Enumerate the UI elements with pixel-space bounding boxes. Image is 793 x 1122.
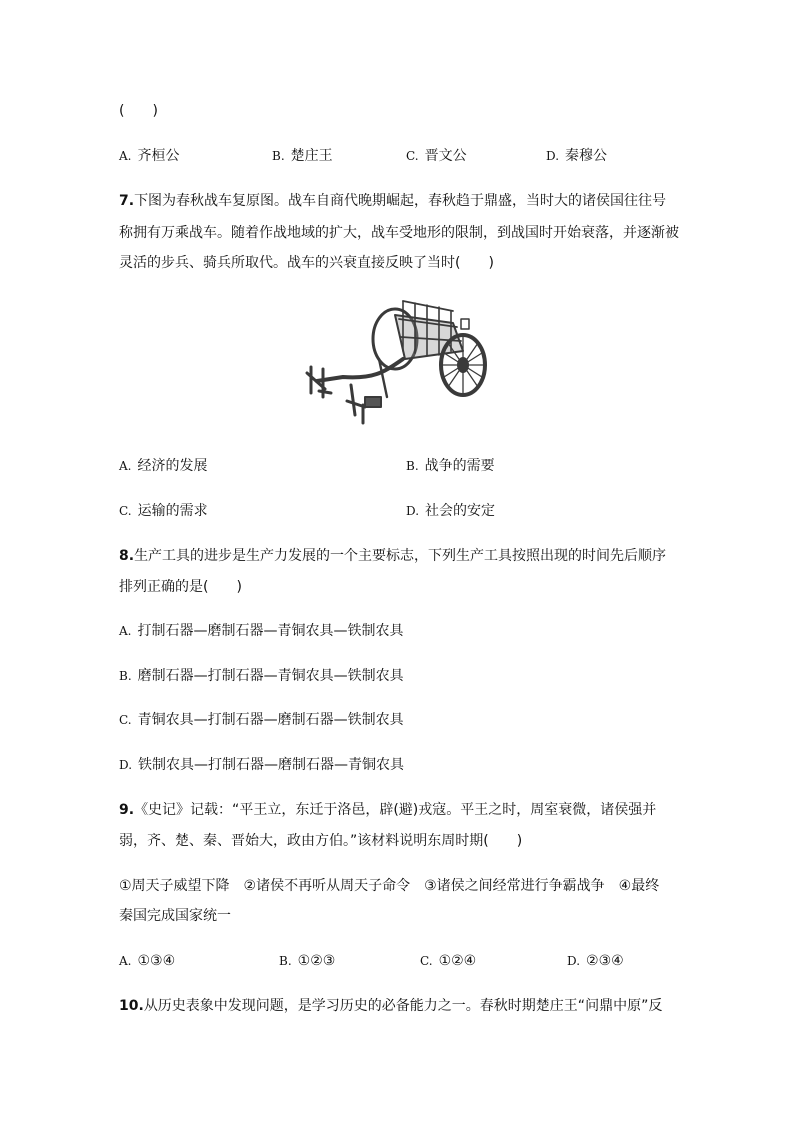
q9-stem-line-2: 弱，齐、楚、秦、晋始大，政由方伯。”该材料说明东周时期( ) xyxy=(119,833,523,849)
option-label: A. xyxy=(119,624,132,638)
q10-stem-text: 从历史表象中发现问题，是学习历史的必备能力之一。春秋时期楚庄王“问鼎中原”反 xyxy=(143,998,663,1014)
chariot-shaft xyxy=(317,359,403,381)
option-text: ②③④ xyxy=(586,953,624,969)
option-text: 楚庄王 xyxy=(290,148,333,164)
option-label: C. xyxy=(420,954,433,968)
q9-statements-line-1: ①周天子威望下降 ②诸侯不再听从周天子命令 ③诸侯之间经常进行争霸战争 ④最终 xyxy=(119,878,660,894)
q6-option-a[interactable] xyxy=(119,146,179,166)
option-text: 打制石器—磨制石器—青铜农具—铁制农具 xyxy=(137,623,404,639)
option-label: D. xyxy=(567,954,581,968)
option-text: ①②③ xyxy=(297,953,336,969)
q6-option-c[interactable] xyxy=(406,146,467,166)
option-text: 齐桓公 xyxy=(137,148,180,164)
q8-stem-line-1 xyxy=(119,546,666,566)
q6-option-d[interactable] xyxy=(546,146,607,166)
q9-option-d[interactable] xyxy=(567,951,624,971)
option-label: B. xyxy=(279,954,292,968)
q7-stem-line-1 xyxy=(119,191,666,211)
q9-statements-line-2: 秦国完成国家统一 xyxy=(119,908,231,924)
q9-option-b[interactable] xyxy=(279,951,335,971)
option-text: 战争的需要 xyxy=(424,458,495,474)
q8-stem-text: 生产工具的进步是生产力发展的一个主要标志，下列生产工具按照出现的时间先后顺序 xyxy=(134,548,667,564)
q9-number: 9. xyxy=(119,802,135,818)
option-label: C. xyxy=(406,149,419,163)
q9-option-c[interactable] xyxy=(420,951,476,971)
q8-option-a[interactable] xyxy=(119,621,403,641)
chariot-yoke xyxy=(307,367,331,397)
option-label: D. xyxy=(546,149,560,163)
option-label: B. xyxy=(406,459,419,473)
q8-option-b[interactable] xyxy=(119,666,404,686)
q7-option-b[interactable] xyxy=(406,456,495,476)
option-text: 经济的发展 xyxy=(137,458,208,474)
q7-option-a[interactable] xyxy=(119,456,207,476)
chariot-front-wheel xyxy=(441,335,485,395)
q9-stem-text: 《史记》记载：“平王立，东迁于洛邑，辟(避)戎寇。平王之时，周室衰微，诸侯强并 xyxy=(134,802,657,818)
q8-number: 8. xyxy=(119,548,135,564)
option-label: D. xyxy=(119,758,133,772)
q6-option-b[interactable] xyxy=(272,146,333,166)
q9-stem-line-1 xyxy=(119,800,656,820)
option-text: ①②④ xyxy=(438,953,477,969)
option-text: 秦穆公 xyxy=(565,148,608,164)
option-label: B. xyxy=(119,669,132,683)
q7-option-c[interactable] xyxy=(119,501,208,521)
option-label: A. xyxy=(119,954,132,968)
option-text: 铁制农具—打制石器—磨制石器—青铜农具 xyxy=(138,757,405,773)
q10-stem-line-1 xyxy=(119,996,662,1016)
option-text: ①③④ xyxy=(137,953,176,969)
q8-option-c[interactable] xyxy=(119,710,404,730)
option-label: B. xyxy=(272,149,285,163)
option-label: D. xyxy=(406,504,420,518)
q8-option-d[interactable] xyxy=(119,755,404,775)
option-text: 运输的需求 xyxy=(137,503,208,519)
q7-stem-text: 下图为春秋战车复原图。战车自商代晚期崛起，春秋趋于鼎盛，当时大的诸侯国往往号 xyxy=(134,193,667,209)
option-text: 青铜农具—打制石器—磨制石器—铁制农具 xyxy=(137,712,404,728)
q7-stem-line-3: 灵活的步兵、骑兵所取代。战车的兴衰直接反映了当时( ) xyxy=(119,255,494,271)
option-text: 磨制石器—打制石器—青铜农具—铁制农具 xyxy=(137,668,404,684)
option-label: A. xyxy=(119,149,132,163)
option-label: A. xyxy=(119,459,132,473)
option-text: 晋文公 xyxy=(424,148,467,164)
q7-number: 7. xyxy=(119,193,135,209)
q7-option-d[interactable] xyxy=(406,501,495,521)
q9-option-a[interactable] xyxy=(119,951,175,971)
option-label: C. xyxy=(119,504,132,518)
war-chariot-image xyxy=(303,293,495,433)
q6-answer-blank: ( ) xyxy=(119,103,158,119)
q8-stem-line-2: 排列正确的是( ) xyxy=(119,579,242,595)
q10-number: 10. xyxy=(119,998,144,1014)
q7-stem-line-2: 称拥有万乘战车。随着作战地域的扩大，战车受地形的限制，到战国时开始衰落，并逐渐被 xyxy=(119,225,679,241)
option-text: 社会的安定 xyxy=(425,503,496,519)
option-label: C. xyxy=(119,713,132,727)
